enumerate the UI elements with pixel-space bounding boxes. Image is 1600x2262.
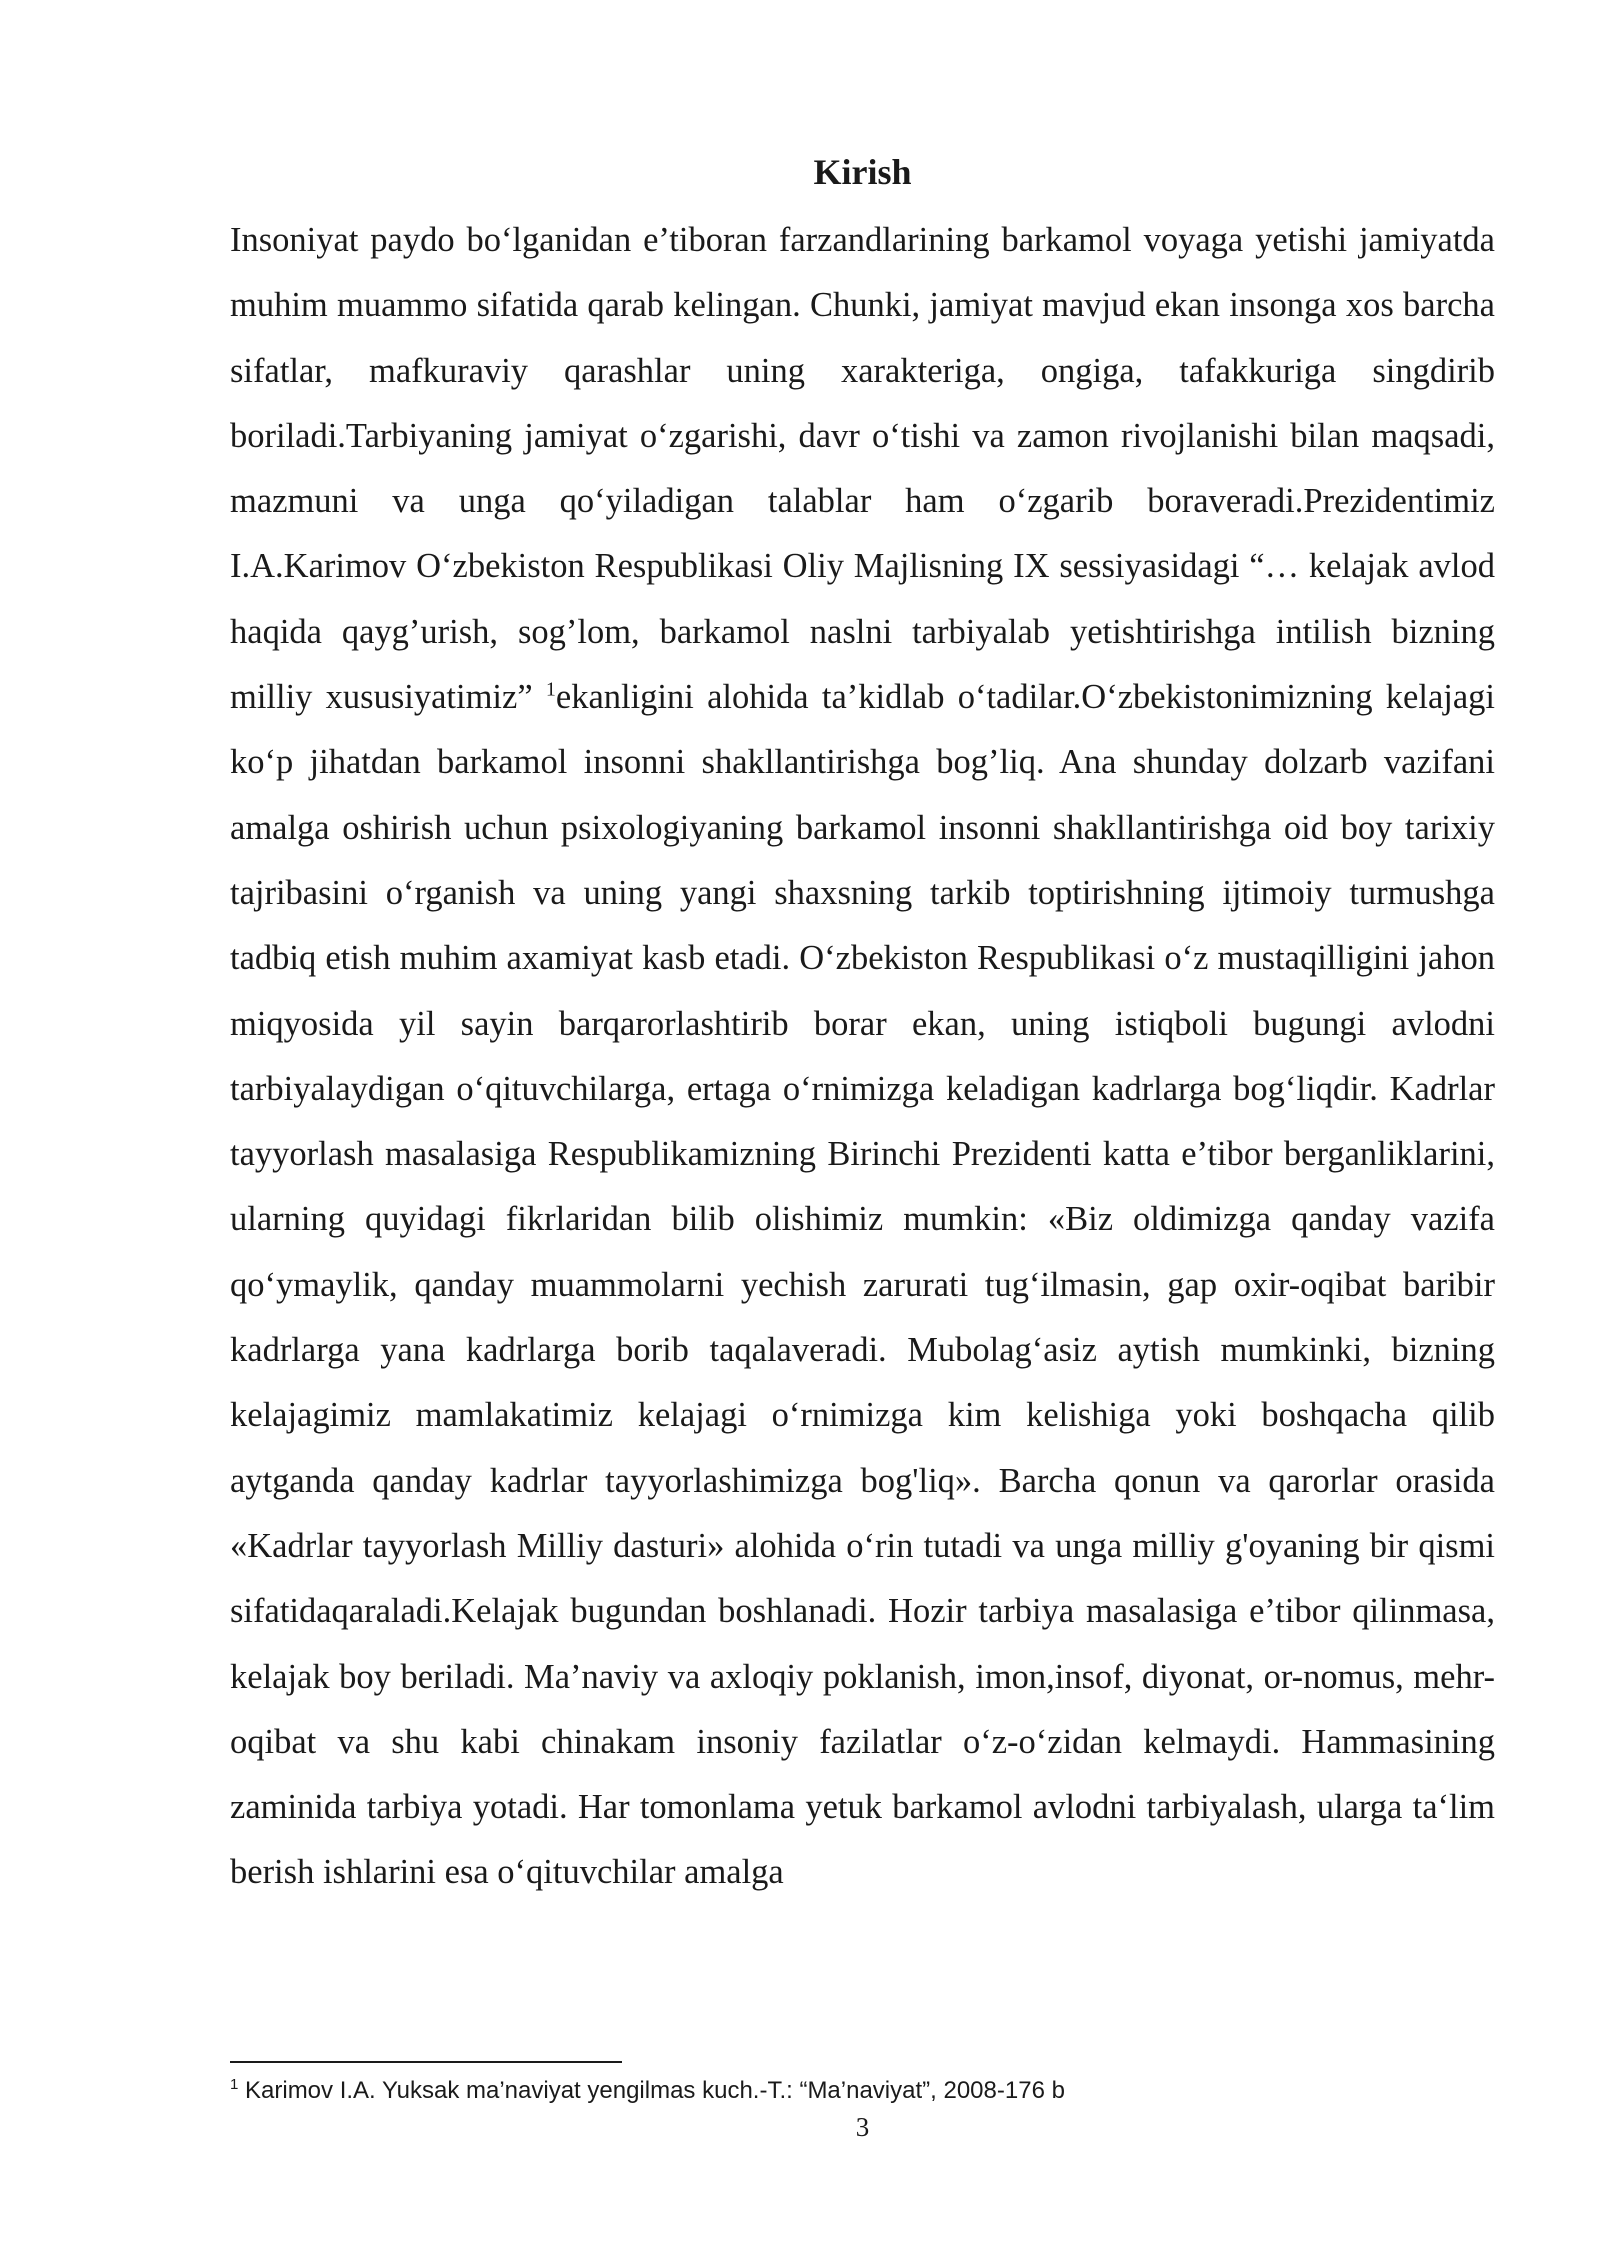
footnote-reference[interactable]: 1 [545, 678, 556, 701]
page-title: Kirish [813, 152, 912, 192]
page-number: 3 [855, 2112, 870, 2142]
body-paragraph [230, 208, 1495, 1906]
footnote-separator [230, 2061, 622, 2063]
footnote-text: Karimov I.A. Yuksak ma’naviyat yengilmas kuch.-T.: “Ma’naviyat”, 2008-176 b [238, 2077, 1065, 2104]
footnote-marker: 1 [230, 2076, 239, 2093]
paragraph-text-after-note: ekanligini alohida ta’kidlab o‘tadilar.O‘zbekistonimizning kelajagi ko‘p jihatdan barkamol insonni shakllantirishga bog’liq. Ana shunday dolzarb vazifani amalga oshirish uchun psixologiyaning barkamol insonni shakllantirishga oid boy tarixiy tajribasini o‘rganish va uning yangi shaxsning tarkib toptirishning ijtimoiy turmushga tadbiq etish muhim axamiyat kasb etadi. O‘zbekiston Respublikasi o‘z mustaqilligini jahon miqyosida yil sayin barqarorlashtirib borar ekan, uning istiqboli bugungi avlodni tarbiyalaydigan o‘qituvchilarga, ertaga o‘rnimizga keladigan kadrlarga bog‘liqdir. Kadrlar tayyorlash masalasiga Respublikamizning Birinchi Prezidenti katta e’tibor berganliklarini, ularning quyidagi fikrlaridan bilib olishimiz mumkin: «Biz oldimizga qanday vazifa qo‘ymaylik, qanday muammolarni yechish zarurati tug‘ilmasin, gap oxir-oqibat baribir kadrlarga yana kadrlarga borib taqalaveradi. Mubolag‘asiz aytish mumkinki, bizning kelajagimiz mamlakatimiz kelajagi o‘rnimizga kim kelishiga yoki boshqacha qilib aytganda qanday kadrlar tayyorlashimizga bog'liq». Barcha qonun va qarorlar orasida «Kadrlar tayyorlash Milliy dasturi» alohida o‘rin tutadi va unga milliy g'oyaning bir qismi sifatidaqaraladi.Kelajak bugundan boshlanadi. Hozir tarbiya masalasiga e’tibor qilinmasa, kelajak boy beriladi. Ma’naviy va axloqiy poklanish, imon,insof, diyonat, or-nomus, mehr-oqibat va shu kabi chinakam insoniy fazilatlar o‘z-o‘zidan kelmaydi. Hammasining zaminida tarbiya yotadi. Har tomonlama yetuk barkamol avlodni tarbiyalash, ularga ta‘lim berish ishlarini esa o‘qituvchilar amalga [230, 678, 1495, 1892]
paragraph-text-before-note: Insoniyat paydo bo‘lganidan e’tiboran farzandlarining barkamol voyaga yetishi jamiyatda muhim muammo sifatida qarab kelingan. Chunki, jamiyat mavjud ekan insonga xos barcha sifatlar, mafkuraviy qarashlar uning xarakteriga, ongiga, tafakkuriga singdirib boriladi.Tarbiyaning jamiyat o‘zgarishi, davr o‘tishi va zamon rivojlanishi bilan maqsadi, mazmuni va unga qo‘yiladigan talablar ham o‘zgarib boraveradi.Prezidentimiz I.A.Karimov O‘zbekiston Respublikasi Oliy Majlisning IX sessiyasidagi “… kelajak avlod haqida qayg’urish, sog’lom, barkamol naslni tarbiyalab yetishtirishga intilish bizning milliy xususiyatimiz” [230, 221, 1495, 717]
footnote [230, 2076, 1495, 2106]
